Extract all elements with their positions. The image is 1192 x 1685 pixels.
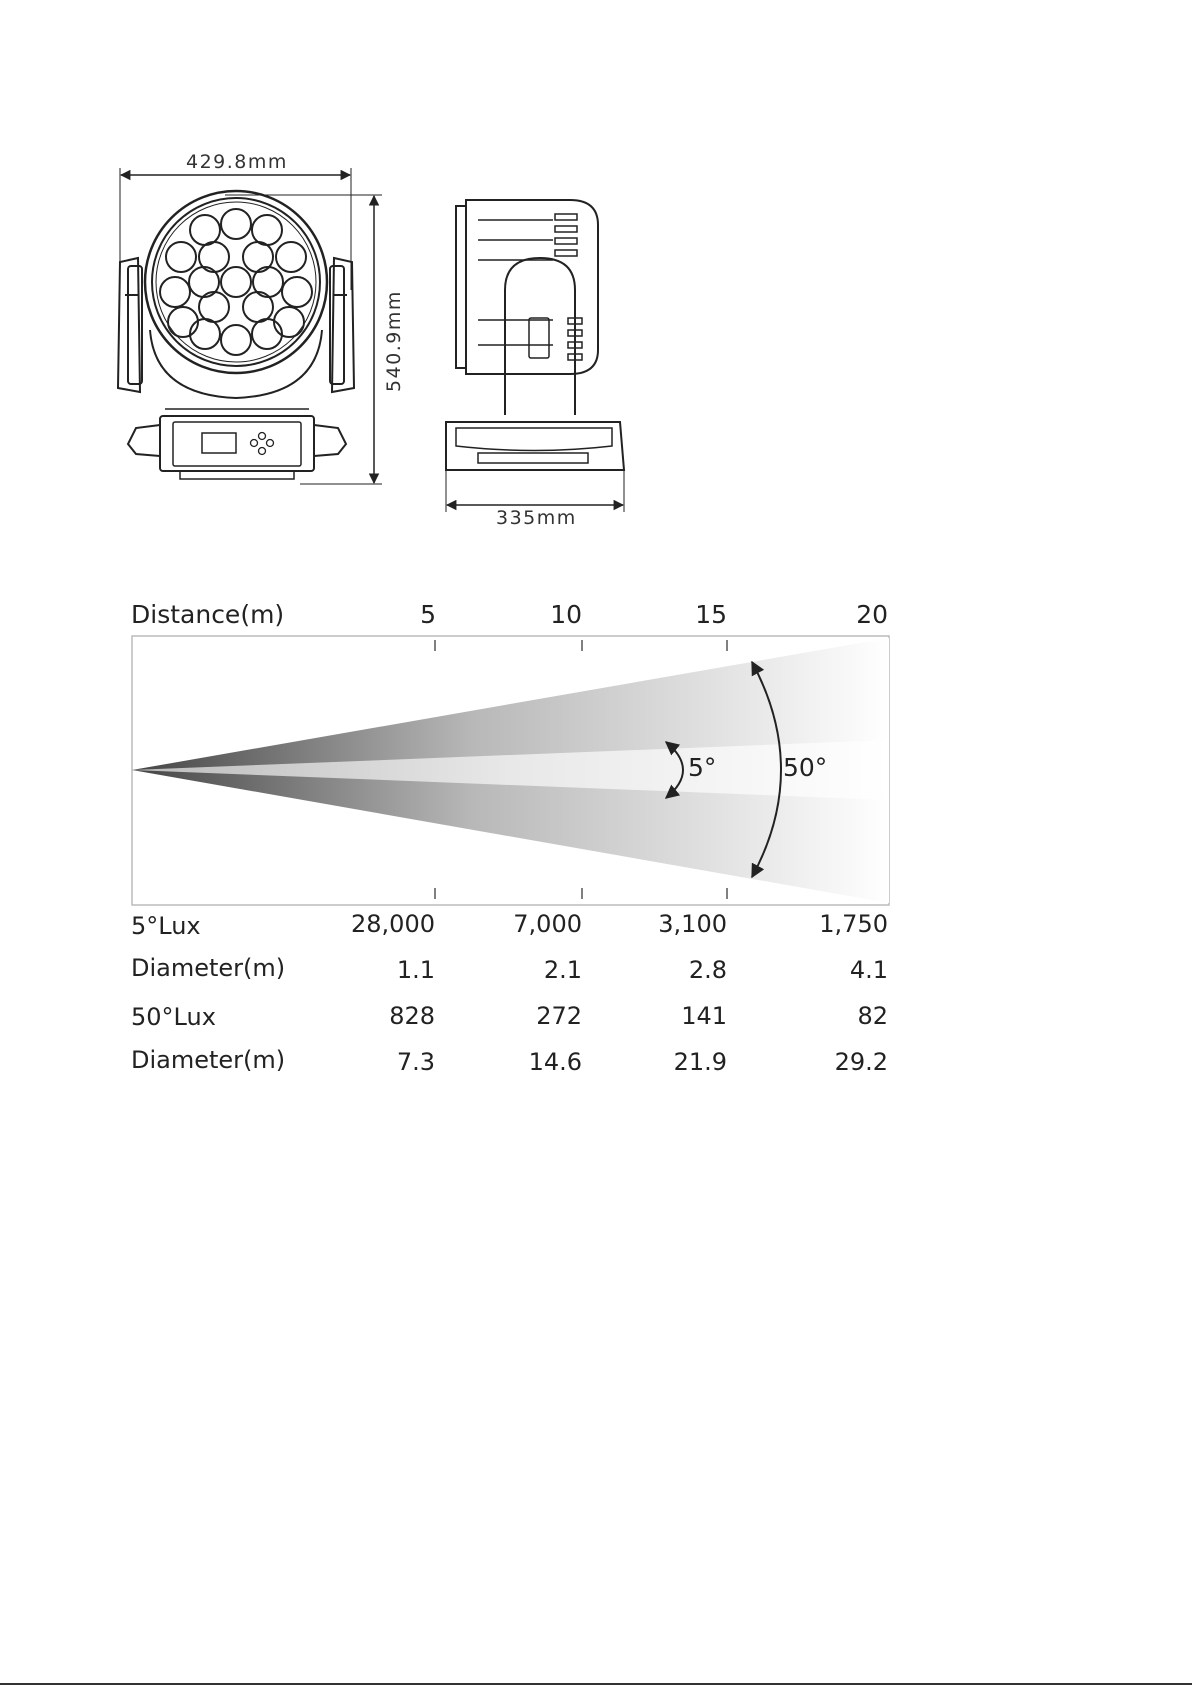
distance-15: 15 [695,600,727,629]
table-cell: 828 [389,1002,435,1030]
row-label: 5°Lux [131,912,201,940]
front-view-drawing [118,191,354,479]
row-label: Diameter(m) [131,954,286,982]
angle-narrow-label: 5° [688,753,717,782]
table-cell: 1,750 [819,910,888,938]
table-cell: 2.1 [543,956,582,984]
distance-10: 10 [550,600,582,629]
row-label: Diameter(m) [131,1046,286,1074]
width-label: 429.8mm [186,151,288,173]
width-dimension-line [120,168,351,290]
table-cell: 141 [681,1002,727,1030]
table-cell: 21.9 [673,1048,727,1076]
distance-5: 5 [420,600,436,629]
table-cell: 28,000 [351,910,435,938]
distance-20: 20 [856,600,888,629]
table-cell: 7,000 [513,910,582,938]
table-cell: 2.8 [688,956,727,984]
beam-diagram [132,636,889,905]
depth-dimension-line [446,470,624,512]
table-cell: 1.1 [396,956,435,984]
table-cell: 4.1 [849,956,888,984]
table-cell: 3,100 [658,910,727,938]
table-cell: 272 [536,1002,582,1030]
side-view-drawing [446,200,624,470]
table-cell: 29.2 [834,1048,888,1076]
row-label: 50°Lux [131,1003,216,1031]
table-cell: 14.6 [528,1048,582,1076]
angle-wide-label: 50° [783,753,828,782]
distance-header: Distance(m) [131,600,285,629]
height-label: 540.9mm [383,290,405,392]
depth-label: 335mm [496,507,577,529]
table-cell: 82 [857,1002,888,1030]
table-cell: 7.3 [396,1048,435,1076]
